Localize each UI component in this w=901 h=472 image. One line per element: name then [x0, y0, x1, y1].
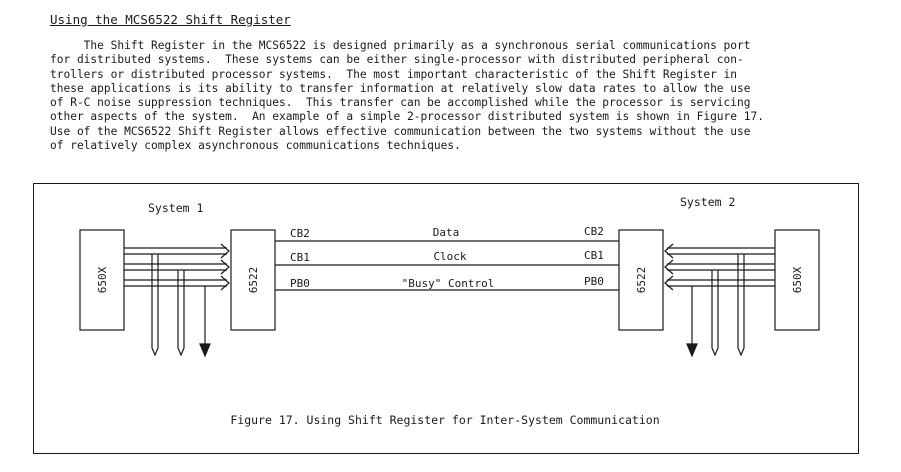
figure-caption: Figure 17. Using Shift Register for Inter-System Communication [230, 413, 660, 427]
left-bus-arrows [124, 244, 229, 290]
paragraph-line-7: Use of the MCS6522 Shift Register allows effective communication between the two systems without the use [50, 124, 751, 138]
signal-busy-label: "Busy" Control [401, 277, 495, 290]
signal-data-label: Data [432, 226, 460, 239]
left-pin-cb1: CB1 [290, 251, 310, 264]
paragraph-line-2: for distributed systems. These systems can be either single-processor with distributed peripheral con- [50, 53, 744, 67]
right-down-arrowhead [687, 344, 697, 356]
paragraph-line-8: of relatively complex asynchronous communications techniques. [50, 139, 461, 153]
right-vertical-buses [692, 254, 744, 355]
left-pin-cb2: CB2 [290, 227, 310, 240]
right-pin-pb0: PB0 [584, 275, 604, 288]
system-1-label: System 1 [148, 201, 204, 215]
right-pin-cb1: CB1 [584, 249, 604, 262]
left-pin-pb0: PB0 [290, 277, 310, 290]
left-cpu-label: 650X [96, 266, 109, 294]
left-down-arrowhead [200, 344, 210, 356]
right-pin-cb2: CB2 [584, 225, 604, 238]
paragraph-line-5: of R-C noise suppression techniques. This transfer can be accomplished while the processor is servicing [50, 96, 751, 110]
paragraph-line-3: trollers or distributed processor systems. The most important characteristic of the Shift Register in [50, 67, 738, 81]
section-heading: Using the MCS6522 Shift Register [50, 12, 291, 27]
right-via-label: 6522 [635, 266, 648, 294]
signal-clock-label: Clock [433, 250, 467, 263]
left-via-label: 6522 [247, 266, 260, 294]
system-2-label: System 2 [680, 195, 736, 209]
right-bus-arrows [665, 244, 775, 290]
right-cpu-label: 650X [791, 266, 804, 294]
paragraph-line-4: these applications is its ability to transfer information at relatively slow data rates to allow the use [50, 81, 751, 95]
paragraph-line-6: other aspects of the system. An example of a simple 2-processor distributed system is shown in Figure 17. [50, 110, 764, 124]
left-vertical-buses [152, 254, 205, 355]
paragraph-line-1: The Shift Register in the MCS6522 is designed primarily as a synchronous serial communications port [50, 39, 751, 52]
